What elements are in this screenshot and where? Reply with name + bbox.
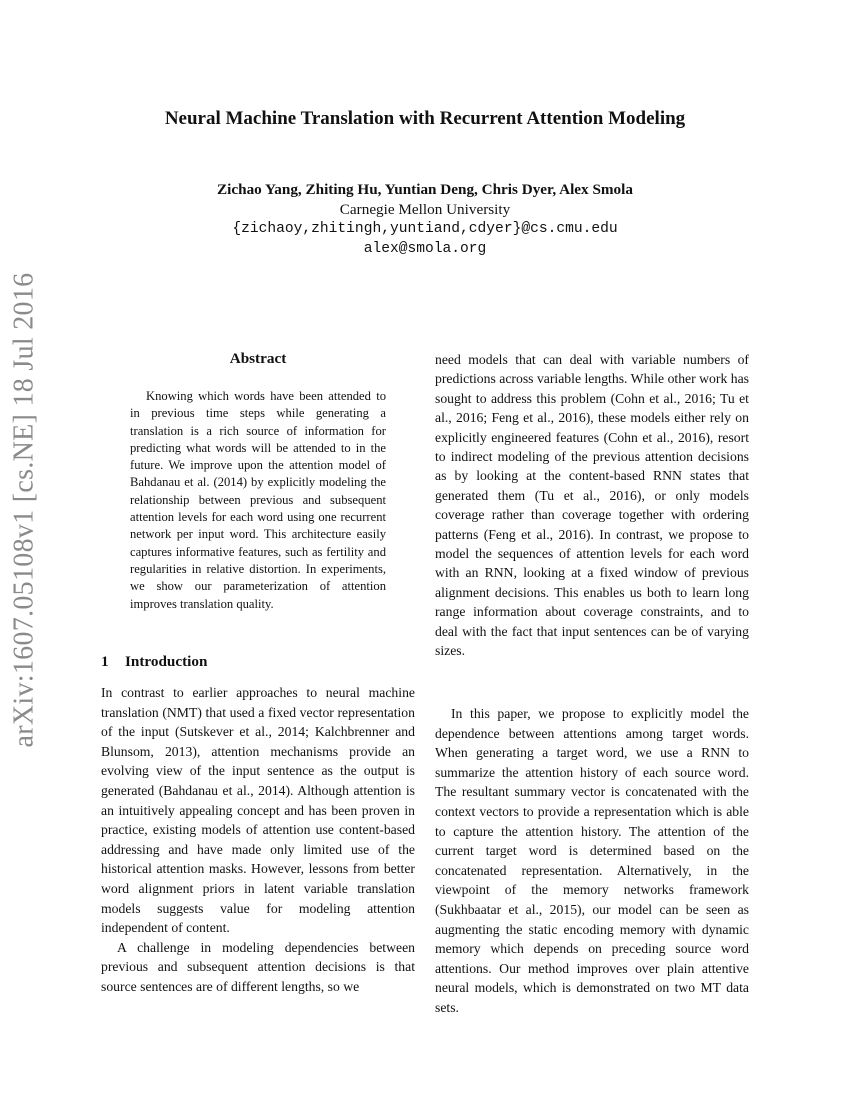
arxiv-stamp-text: arXiv:1607.05108v1 [cs.NE] 18 Jul 2016 xyxy=(8,272,39,748)
intro-paragraph-1: In contrast to earlier approaches to neural machine translation (NMT) that used a fixed vector representation of the input (Sutskever et al., 2014; Kalchbrenner and Blunsom, 2013), attention mechanisms provide an evolving view of the input sentence as the output is generated (Bahdanau et al., 2014). Although attention is an intuitively appealing concept and has been proven in practice, existing models of attention use content-based addressing and have made only limited use of the historical attention masks. However, lessons from better word alignment priors in latent variable translation models suggests value for modeling attention independent of content. xyxy=(101,685,415,936)
right-column-top xyxy=(435,350,749,661)
intro-paragraph-2-start: A challenge in modeling dependencies between previous and subsequent attention decisions is that source sentences are of different lengths, so we xyxy=(101,939,415,994)
abstract-heading: Abstract xyxy=(229,350,287,367)
intro-paragraph-3: In this paper, we propose to explicitly model the dependence between attentions among target words. When generating a target word, we use a RNN to summarize the attention history of each source word. The resultant summary vector is concatenated with the context vectors to provide a representation which is able to capture the attention history. The attention of the current target word is determined based on the concatenated representation. Alternatively, in the viewpoint of the memory networks framework (Sukhbaatar et al., 2015), our model can be seen as augmenting the static encoding memory with dynamic memory which depends on preceding source word attentions. Our method improves over plain attentive neural models, which is demonstrated on two MT data sets. xyxy=(435,706,749,1015)
author-email-smola: alex@smola.org xyxy=(363,241,487,257)
section-title: Introduction xyxy=(125,653,208,670)
section-heading-introduction xyxy=(101,653,207,671)
author-list: Zichao Yang, Zhiting Hu, Yuntian Deng, Chris Dyer, Alex Smola xyxy=(217,181,633,198)
paper-title: Neural Machine Translation with Recurrent Attention Modeling xyxy=(164,108,686,129)
abstract-body: Knowing which words have been attended to in previous time steps while generating a translation is a rich source of information for predicting what words will be attended to in the future. We improve upon the attention model of Bahdanau et al. (2014) by explicitly modeling the relationship between previous and subsequent attention levels for each word using one recurrent network per input word. This architecture easily captures informative features, such as fertility and regularities in relative distortion. In experiments, we show our parameterization of attention improves translation quality. xyxy=(130,389,386,611)
section-number: 1 xyxy=(101,653,109,670)
right-column-bottom xyxy=(435,704,749,1018)
intro-paragraph-2-continued: need models that can deal with variable numbers of predictions across variable lengths. While other work has sought to address this problem (Cohn et al., 2016; Tu et al., 2016; Feng et al., 2016), these models either rely on explicitly engineered features (Cohn et al., 2016), resort to indirect modeling of the previous attention decisions as by looking at the content-based RNN states that generated them (Tu et al., 2016), or only models coverage rather than coverage together with ordering patterns (Feng et al., 2016). In contrast, we propose to model the sequences of attention levels for each word with an RNN, looking at a fixed window of previous alignment decisions. This enables us both to learn long range information about coverage constraints, and to deal with the fact that input sentences can be of varying sizes. xyxy=(435,352,749,659)
left-column xyxy=(101,683,415,997)
author-emails-cmu: {zichaoy,zhitingh,yuntiand,cdyer}@cs.cmu.edu xyxy=(232,221,618,237)
arxiv-stamp xyxy=(2,272,46,748)
affiliation: Carnegie Mellon University xyxy=(339,201,511,218)
